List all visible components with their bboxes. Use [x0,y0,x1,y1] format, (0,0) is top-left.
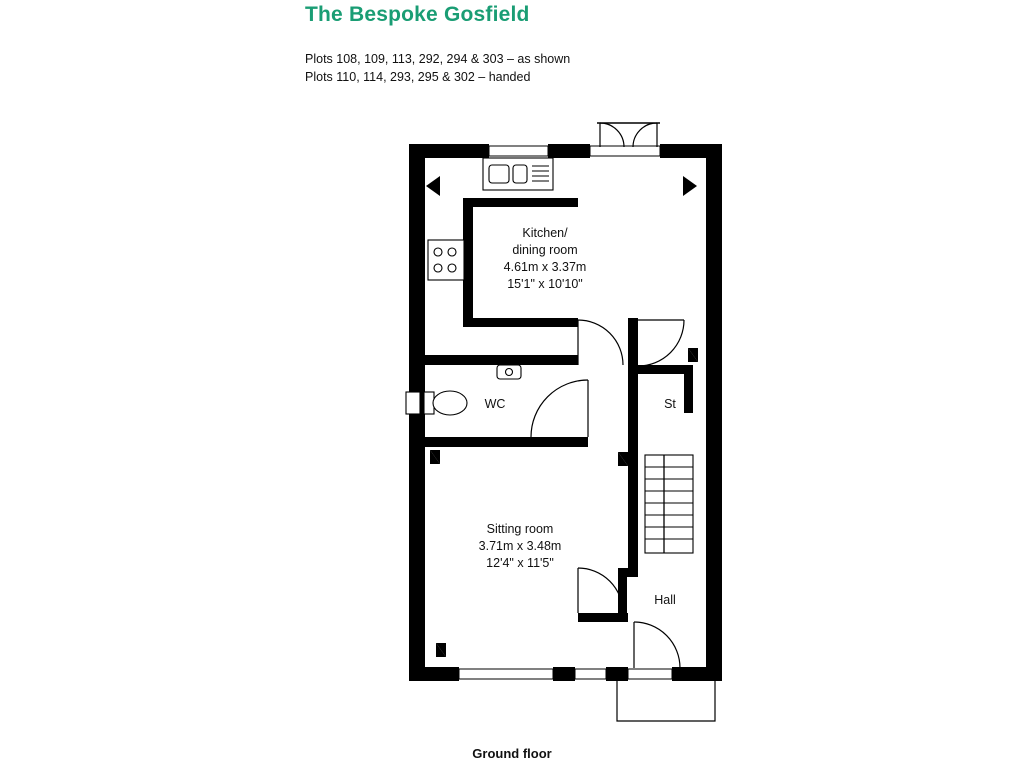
kitchen-name-line1: Kitchen/ [522,226,568,240]
stairs [645,455,693,553]
kitchen-name-line2: dining room [512,243,578,257]
room-label-kitchen [455,225,635,293]
room-label-wc [455,396,535,413]
sitting-room-name: Sitting room [486,522,554,536]
sitting-room-imperial: 12'4" x 11'5" [486,556,554,570]
room-label-hall [635,592,695,609]
sitting-room-metric: 3.71m x 3.48m [478,539,562,553]
room-label-store [640,396,700,413]
page-title: The Bespoke Gosfield [305,3,530,26]
kitchen-imperial: 15'1" x 10'10" [507,277,583,291]
plots-as-shown: Plots 108, 109, 113, 292, 294 & 303 – as shown [305,52,571,66]
floorplan-caption: Ground floor [472,746,552,761]
front-step [617,681,715,721]
plots-handed: Plots 110, 114, 293, 295 & 302 – handed [305,70,531,84]
hall-name: Hall [654,593,676,607]
kitchen-metric: 4.61m x 3.37m [503,260,587,274]
store-name: St [664,397,676,411]
wc-name: WC [484,397,506,411]
room-label-sitting-room [430,521,610,572]
